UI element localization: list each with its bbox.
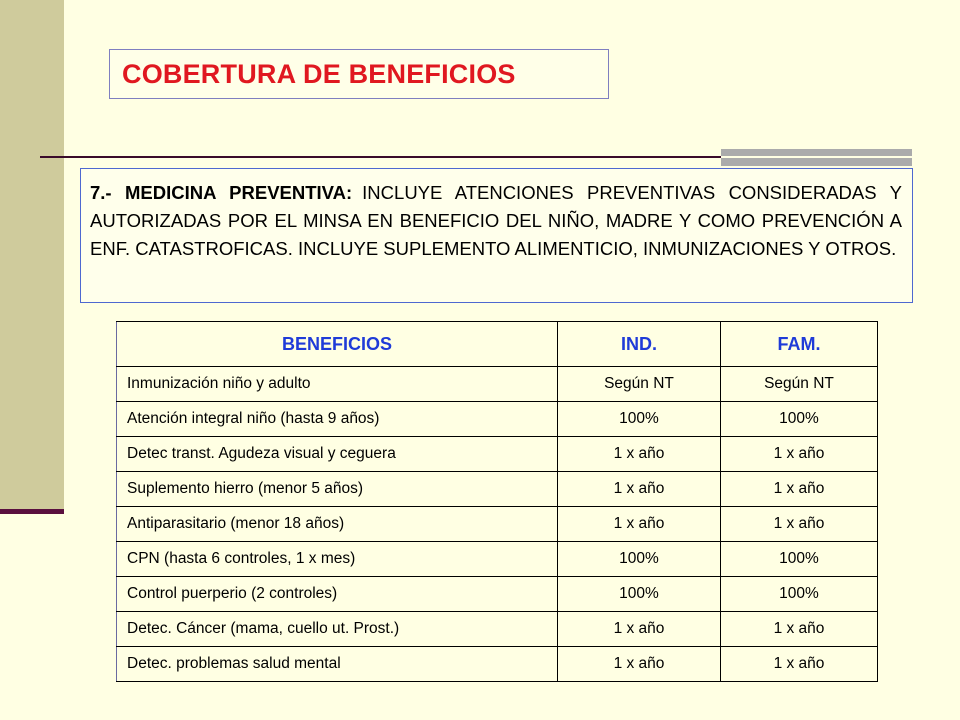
table-row: [117, 647, 878, 682]
benefit-ind: 100%: [558, 577, 721, 612]
table-row: [117, 402, 878, 437]
left-bar-underline: [0, 509, 64, 514]
description-text: INCLUYE ATENCIONES PREVENTIVAS CONSIDERADAS Y AUTORIZADAS POR EL MINSA EN BENEFICIO DEL NIÑO, MADRE Y COMO PREVENCIÓN A ENF. CATASTROFICAS. INCLUYE SUPLEMENTO ALIMENTICIO, INMUNIZACIONES Y OTROS.: [90, 182, 902, 259]
benefit-ind: 1 x año: [558, 647, 721, 682]
benefit-name: Detec. Cáncer (mama, cuello ut. Prost.): [117, 612, 558, 647]
table-row: [117, 472, 878, 507]
table-row: [117, 367, 878, 402]
header-beneficios: BENEFICIOS: [117, 322, 558, 367]
benefit-name: Detec transt. Agudeza visual y ceguera: [117, 437, 558, 472]
description-heading: 7.- MEDICINA PREVENTIVA:: [90, 182, 353, 203]
description-box: [80, 168, 913, 303]
table-row: [117, 612, 878, 647]
benefit-fam: 1 x año: [721, 507, 878, 542]
table-row: [117, 507, 878, 542]
benefit-name: Atención integral niño (hasta 9 años): [117, 402, 558, 437]
benefit-ind: 1 x año: [558, 437, 721, 472]
benefit-fam: 1 x año: [721, 437, 878, 472]
table-row: [117, 437, 878, 472]
benefit-name: Control puerperio (2 controles): [117, 577, 558, 612]
table-row: [117, 542, 878, 577]
benefit-fam: 1 x año: [721, 612, 878, 647]
benefit-ind: Según NT: [558, 367, 721, 402]
benefit-name: Antiparasitario (menor 18 años): [117, 507, 558, 542]
benefit-name: Suplemento hierro (menor 5 años): [117, 472, 558, 507]
header-ind: IND.: [558, 322, 721, 367]
benefit-name: Detec. problemas salud mental: [117, 647, 558, 682]
benefit-ind: 1 x año: [558, 612, 721, 647]
benefit-fam: Según NT: [721, 367, 878, 402]
benefit-ind: 100%: [558, 402, 721, 437]
benefit-fam: 100%: [721, 542, 878, 577]
table-header-row: [117, 322, 878, 367]
benefit-name: Inmunización niño y adulto: [117, 367, 558, 402]
benefit-ind: 1 x año: [558, 507, 721, 542]
benefit-fam: 1 x año: [721, 472, 878, 507]
benefits-table: [116, 321, 878, 682]
left-decorative-bar: [0, 0, 64, 510]
table-row: [117, 577, 878, 612]
benefit-fam: 100%: [721, 402, 878, 437]
page-title: COBERTURA DE BENEFICIOS: [122, 58, 516, 89]
header-fam: FAM.: [721, 322, 878, 367]
benefit-fam: 1 x año: [721, 647, 878, 682]
header-gray-accent: [721, 149, 912, 166]
benefit-ind: 100%: [558, 542, 721, 577]
benefit-ind: 1 x año: [558, 472, 721, 507]
title-box: [109, 49, 609, 99]
benefit-fam: 100%: [721, 577, 878, 612]
benefit-name: CPN (hasta 6 controles, 1 x mes): [117, 542, 558, 577]
